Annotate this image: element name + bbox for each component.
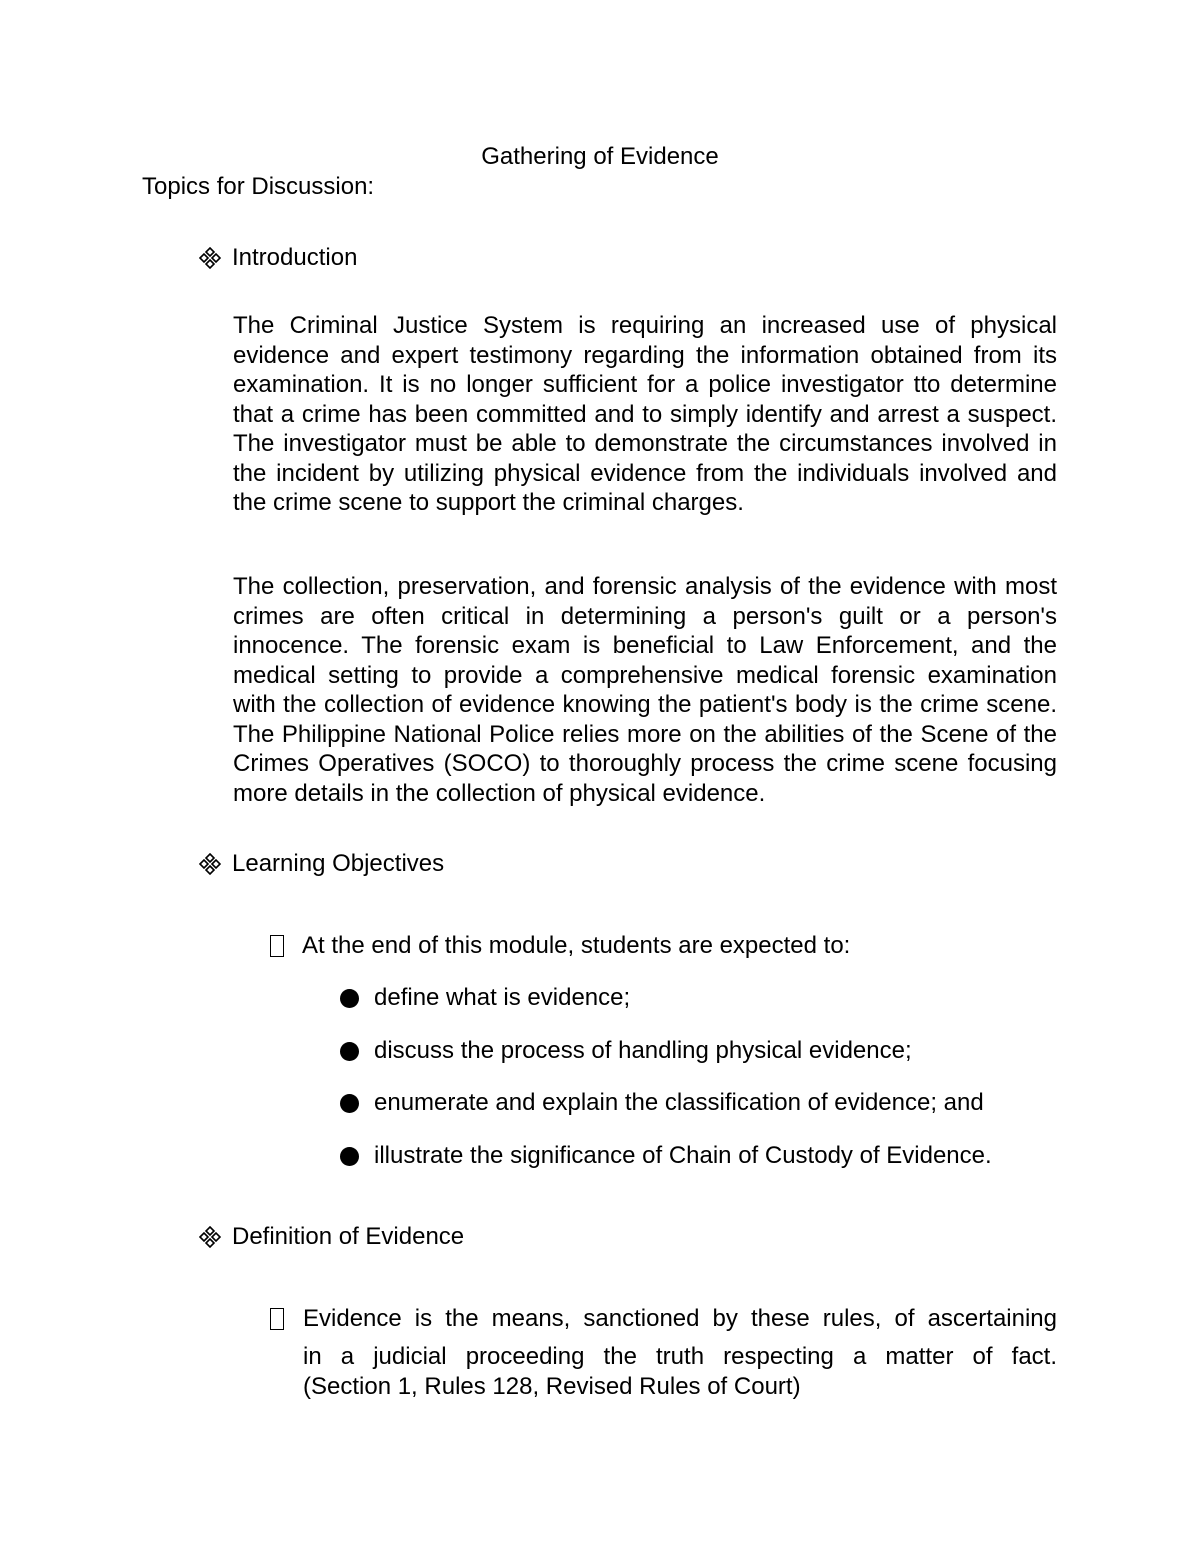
black-circle-bullet-icon bbox=[340, 1147, 359, 1166]
black-circle-bullet-icon bbox=[340, 989, 359, 1008]
objective-text: illustrate the significance of Chain of Custody of Evidence. bbox=[374, 1142, 992, 1169]
section-heading: Learning Objectives bbox=[232, 850, 445, 877]
section-heading: Introduction bbox=[232, 244, 358, 271]
black-circle-bullet-icon bbox=[340, 1042, 359, 1061]
document-title: Gathering of Evidence bbox=[481, 143, 719, 170]
list-item bbox=[340, 1141, 992, 1171]
intro-paragraph-1: The Criminal Justice System is requiring an increased use of physical evidence and expert testimony regarding the information obtained from its examination. It is no longer sufficient for a police investigator tto determine that a crime has been committed and to simply identify and arrest a suspect. The investigator must be able to demonstrate the circumstances involved in the incident by utilizing physical evidence from the individuals involved and the crime scene to support the criminal charges. bbox=[233, 312, 1057, 516]
four-diamond-icon bbox=[199, 1226, 221, 1248]
list-item bbox=[340, 1036, 912, 1066]
list-item bbox=[340, 983, 630, 1013]
four-diamond-icon bbox=[199, 853, 221, 875]
missing-glyph-box-icon bbox=[270, 935, 284, 957]
topics-label: Topics for Discussion: bbox=[142, 173, 375, 200]
objectives-intro-text: At the end of this module, students are expected to: bbox=[302, 932, 851, 959]
section-definition bbox=[199, 1222, 464, 1252]
missing-glyph-box-icon bbox=[270, 1308, 284, 1330]
section-learning-objectives bbox=[199, 849, 444, 879]
definition-line-1: Evidence is the means, sanctioned by these rules, of ascertaining bbox=[303, 1305, 1057, 1332]
section-heading: Definition of Evidence bbox=[232, 1223, 465, 1250]
section-introduction bbox=[199, 243, 357, 273]
four-diamond-icon bbox=[199, 247, 221, 269]
black-circle-bullet-icon bbox=[340, 1094, 359, 1113]
intro-paragraph-2: The collection, preservation, and forensic analysis of the evidence with most crimes are often critical in determining a person's guilt or a person's innocence. The forensic exam is beneficial to Law Enforcement, and the medical setting to provide a comprehensive medical forensic examination with the collection of evidence knowing the patient's body is the crime scene. The Philippine National Police relies more on the abilities of the Scene of the Crimes Operatives (SOCO) to thoroughly process the crime scene focusing more details in the collection of physical evidence. bbox=[233, 573, 1057, 807]
definition-text bbox=[303, 1304, 1057, 1402]
definition-line-2: in a judicial proceeding the truth respecting a matter of fact. bbox=[303, 1343, 1057, 1370]
objective-text: enumerate and explain the classification of evidence; and bbox=[374, 1089, 984, 1116]
objective-text: discuss the process of handling physical evidence; bbox=[374, 1037, 912, 1064]
objective-text: define what is evidence; bbox=[374, 984, 631, 1011]
definition-citation: (Section 1, Rules 128, Revised Rules of Court) bbox=[303, 1373, 801, 1400]
objectives-intro bbox=[270, 931, 850, 961]
list-item bbox=[340, 1088, 984, 1118]
